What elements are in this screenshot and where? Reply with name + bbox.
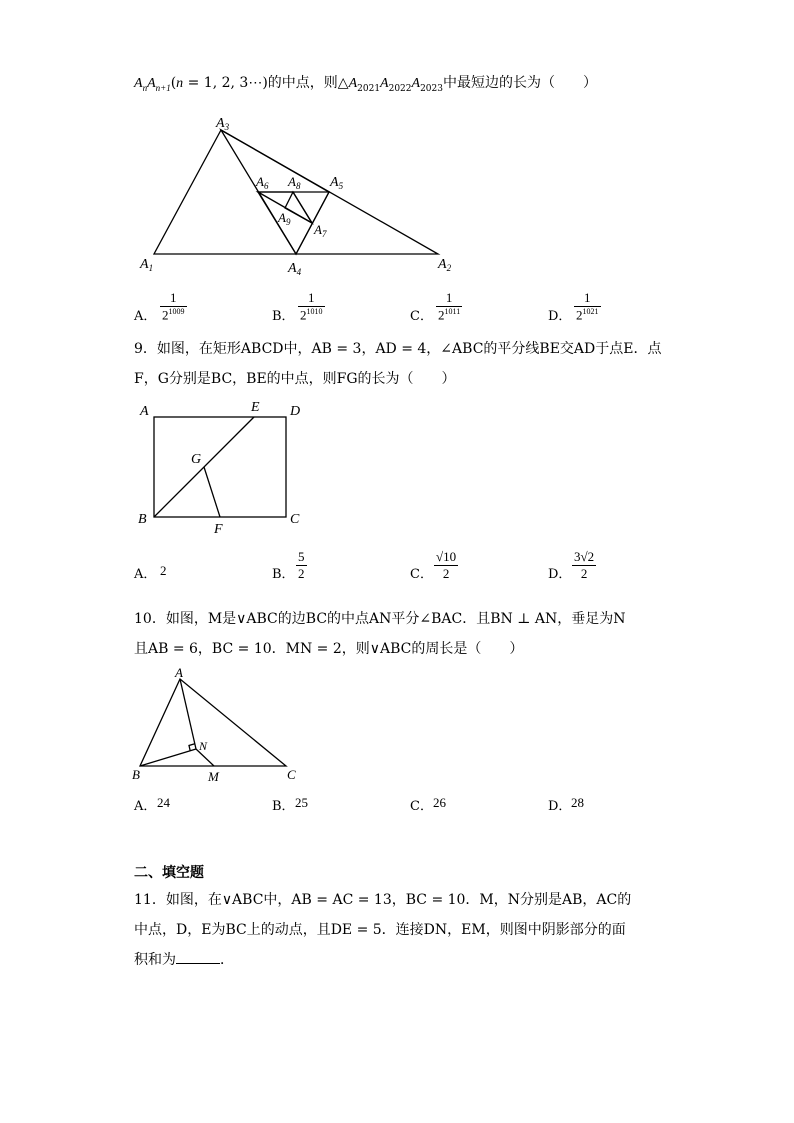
q8-label-A3: $A_3$ [216,116,230,132]
q9-label-A: A [140,404,149,419]
q8-label-A2: $A_2$ [438,257,452,273]
q9-label-E: E [251,400,260,415]
q9-label-C: C [290,512,300,527]
q8-label-A8: $A_8$ [288,174,301,191]
q8-option-d-fraction [574,290,601,323]
q9-option-d-label: D． [548,567,572,582]
q10-option-b-label: B． [272,799,295,814]
q9-option-c-label: C． [410,567,433,582]
q8-label-A5: $A_5$ [330,175,344,191]
q9-label-D: D [290,404,301,419]
q8-stem-text-a: 的中点，则 [267,75,338,91]
q11-answer-blank[interactable] [176,951,220,964]
q10-option-b-value: 25 [295,795,308,810]
q9-option-c-fraction [434,549,458,582]
q8-label-A1: $A_1$ [140,257,154,273]
q10-label-N: N [199,739,208,753]
q8-stem-line [134,72,597,94]
q10-option-d-value: 28 [571,795,584,810]
q8-option-b-base: 2 [300,307,307,323]
q8-triangle-notation: $\triangle A_{2021}A_{2022}A_{2023}$ [337,75,443,94]
q8-option-d-base: 2 [576,307,583,323]
q10-option-a-value: 24 [157,795,170,810]
q9-figure [130,395,320,540]
q8-option-c-exponent: 1011 [444,307,461,316]
q9-option-b-numerator: 5 [298,549,305,564]
q11-stem-line-2: 中点，D，E为BC上的动点，且DE = 5．连接DN，EM，则图中阴影部分的面 [134,922,626,938]
q10-label-M: M [208,769,219,784]
q8-option-d-exponent: 1021 [582,307,599,316]
q11-stem-line-3-end: ． [220,952,234,968]
q8-option-d-label: D． [548,309,572,324]
q10-label-A: A [175,665,183,680]
q10-label-B: B [132,767,140,782]
q9-option-a-label: A． [134,567,157,582]
q8-triangle-lines [154,130,438,254]
q9-stem-line-2: F，G分别是BC，BE的中点，则FG的长为（ ） [134,371,456,387]
q10-figure-lines [140,679,286,766]
q9-option-c-numerator: √10 [436,549,457,564]
q9-label-B: B [138,512,147,527]
q8-label-A7: $A_7$ [314,222,327,239]
q10-segment-bn [140,749,196,766]
q10-figure [128,665,308,790]
q10-triangle-abc [140,679,286,766]
q9-label-G: G [191,452,202,467]
q9-option-b-denominator: 2 [298,566,305,581]
q9-stem-line-1: 9．如图，在矩形ABCD中，AB = 3，AD = 4，∠ABC的平分线BE交AD于点E．点 [134,341,662,357]
q11-stem-line-1: 11．如图，在∨ABC中，AB = AC = 13，BC = 10．M，N分别是AB，AC的 [134,892,632,908]
q8-option-b-label: B． [272,309,295,324]
q8-label-A9: $A_9$ [278,210,291,227]
q8-figure [130,110,470,280]
section-title: 二、填空题 [134,865,204,881]
q8-option-b-exponent: 1010 [306,307,323,316]
q10-option-a-label: A． [134,799,157,814]
q8-option-a-base: 2 [162,307,169,323]
q9-figure-lines [154,417,286,517]
q8-option-d-denominator [574,306,601,323]
q9-segment-fg [204,467,220,517]
q8-option-b-numerator: 1 [308,290,315,305]
q9-option-a-value: 2 [160,563,167,578]
q8-option-c-fraction [436,290,462,323]
q8-index-notation: (n = 1, 2, 3⋯) [170,75,268,91]
q9-option-c-denominator: 2 [434,565,458,582]
q9-option-d-denominator: 2 [572,565,596,582]
q10-stem-line-2: 且AB = 6，BC = 10．MN = 2，则∨ABC的周长是（ ） [134,641,524,657]
q8-option-a-label: A． [134,309,157,324]
q8-option-b-denominator [298,306,325,323]
q8-stem-text-b: 中最短边的长为（ ） [442,75,597,91]
q8-option-c-base: 2 [438,307,445,323]
q8-option-a-denominator [160,306,187,323]
q9-option-d-numerator: 3√2 [574,549,595,564]
q10-label-C: C [287,767,296,782]
q10-stem-line-1: 10．如图，M是∨ABC的边BC的中点AN平分∠BAC．且BN ⊥ AN，垂足为N [134,611,626,627]
q9-option-d-fraction [572,549,596,582]
q9-option-b-label: B． [272,567,295,582]
q8-option-c-denominator [436,306,462,323]
q9-label-F: F [214,522,223,537]
q10-option-c-label: C． [410,799,433,814]
q8-label-A4: $A_4$ [288,261,302,277]
q8-option-b-fraction [298,290,325,323]
q11-stem-line-3 [134,949,234,969]
q8-segment-notation: $A_nA_{n+1}$ [134,76,171,93]
q8-option-a-fraction [160,290,187,323]
q8-option-c-numerator: 1 [445,290,453,305]
q9-rectangle [154,417,286,517]
q10-option-c-value: 26 [433,795,446,810]
q11-stem-line-3-text: 积和为 [134,952,176,968]
q9-option-b-fraction [296,549,307,582]
q8-option-d-numerator: 1 [584,290,591,305]
q8-option-c-label: C． [410,309,433,324]
q8-option-a-numerator: 1 [170,290,177,305]
q8-option-a-exponent: 1009 [168,307,185,316]
q10-option-d-label: D． [548,799,572,814]
q8-label-A6: $A_6$ [256,174,269,191]
